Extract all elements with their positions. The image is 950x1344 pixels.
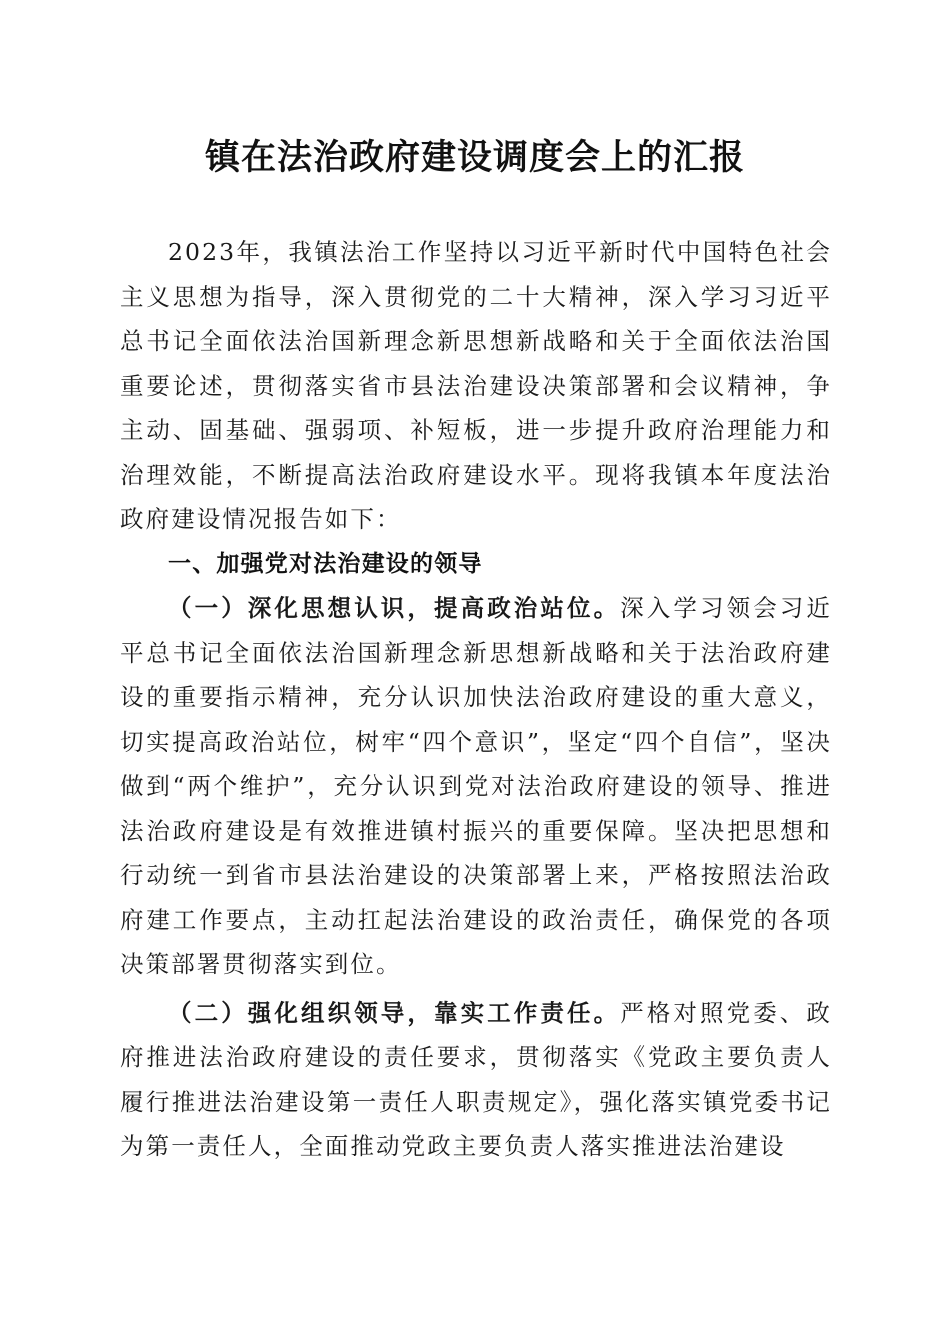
subsection-2-paragraph: [120, 991, 832, 1169]
subsection-2-body: 严格对照党委、政府推进法治政府建设的责任要求，贯彻落实《党政主要负责人履行推进法治建设第一责任人职责规定》，强化落实镇党委书记为第一责任人，全面推动党政主要负责人落实推进法治建设: [120, 998, 832, 1160]
subsection-2-heading: （二）强化组织领导，靠实工作责任。: [168, 998, 621, 1027]
intro-paragraph: 2023年，我镇法治工作坚持以习近平新时代中国特色社会主义思想为指导，深入贯彻党的二十大精神，深入学习习近平总书记全面依法治国新理念新思想新战略和关于全面依法治国重要论述，贯彻落实省市县法治建设决策部署和会议精神，争主动、固基础、强弱项、补短板，进一步提升政府治理能力和治理效能，不断提高法治政府建设水平。现将我镇本年度法治政府建设情况报告如下：: [120, 238, 832, 533]
subsection-1-heading: （一）深化思想认识，提高政治站位。: [168, 594, 621, 622]
subsection-1-body: 深入学习领会习近平总书记全面依法治国新理念新思想新战略和关于法治政府建设的重要指示精神，充分认识加快法治政府建设的重大意义，切实提高政治站位，树牢“四个意识”，坚定“四个自信”，坚决做到“两个维护”，充分认识到党对法治政府建设的领导、推进法治政府建设是有效推进镇村振兴的重要保障。坚决把思想和行动统一到省市县法治建设的决策部署上来，严格按照法治政府建工作要点，主动扛起法治建设的政治责任，确保党的各项决策部署贯彻落实到位。: [120, 594, 832, 978]
document-title: 镇在法治政府建设调度会上的汇报: [204, 137, 745, 178]
subsection-1-paragraph: [120, 586, 832, 987]
document-body: [120, 230, 832, 1169]
section-heading-1: 一、加强党对法治建设的领导: [168, 550, 483, 577]
